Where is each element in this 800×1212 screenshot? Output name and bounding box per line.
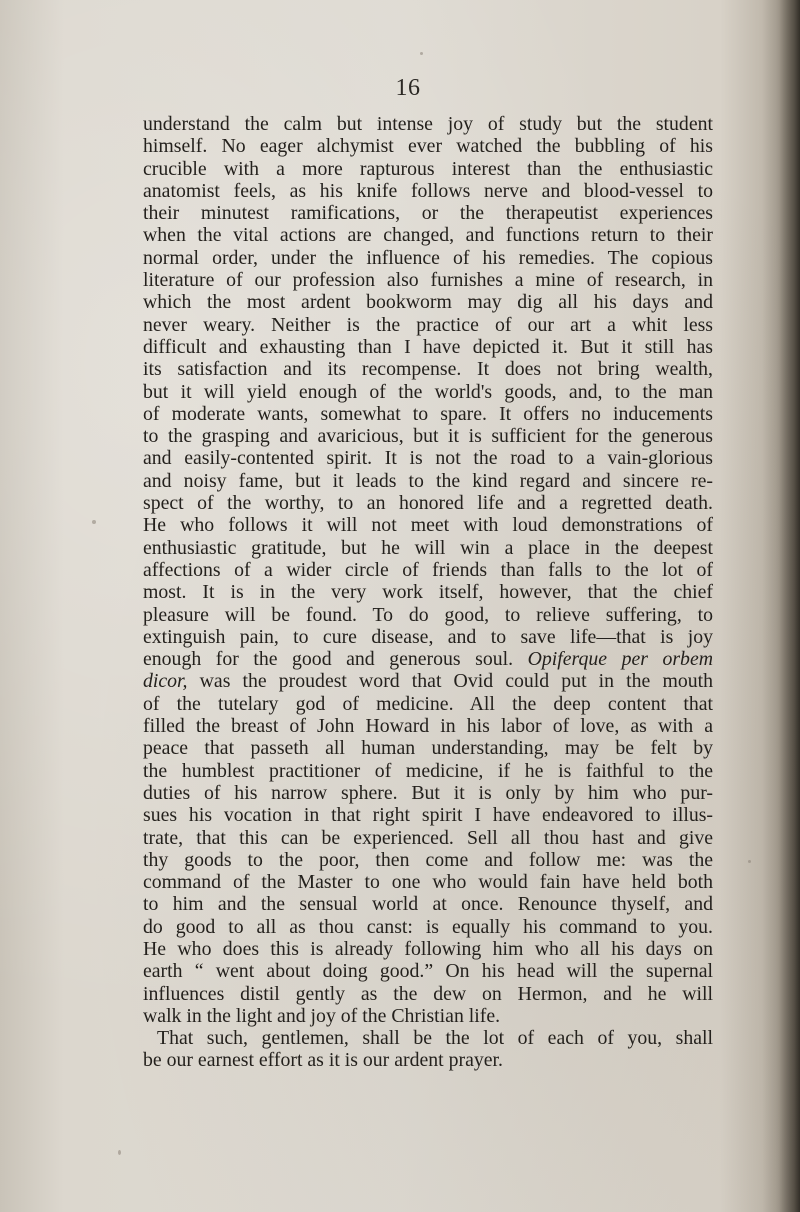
text-line: peace that passeth all human understanding, may be felt by (143, 737, 713, 760)
text-line: He who does this is already following him who all his days on (143, 937, 713, 960)
paper-speck (118, 1150, 121, 1155)
text-line: influences distil gently as the dew on Hermon, and he will (143, 982, 713, 1005)
text-line: the humblest practitioner of medicine, if he is faithful to the (143, 759, 713, 782)
text-line: himself. No eager alchymist ever watched the bubbling of his (143, 135, 713, 158)
latin-quote-end: dicor, (143, 670, 188, 693)
text-line: duties of his narrow sphere. But it is only by him who pur- (143, 781, 713, 804)
latin-quote: Opiferque per orbem (527, 648, 714, 671)
text-line: and easily-contented spirit. It is not the road to a vain-glorious (143, 447, 713, 470)
text-segment: was the proudest word that Ovid could put in the mouth (199, 670, 714, 693)
text-line: command of the Master to one who would fain have held both (143, 871, 713, 894)
text-line: pleasure will be found. To do good, to relieve suffering, to (143, 603, 713, 626)
text-line: and noisy fame, but it leads to the kind regard and sincere re- (143, 469, 713, 492)
text-line: difficult and exhausting than I have depicted it. But it still has (143, 335, 713, 358)
text-line: most. It is in the very work itself, however, that the chief (143, 581, 713, 604)
text-line: anatomist feels, as his knife follows nerve and blood-vessel to (143, 179, 713, 202)
text-line: of the tutelary god of medicine. All the deep content that (143, 692, 713, 715)
text-line: thy goods to the poor, then come and follow me: was the (143, 848, 713, 871)
text-line: be our earnest effort as it is our ardent prayer. (143, 1049, 503, 1072)
paper-speck (420, 52, 423, 55)
text-segment: enough for the good and generous soul. (143, 648, 514, 671)
text-line: its satisfaction and its recompense. It does not bring wealth, (143, 358, 713, 381)
paper-speck (92, 520, 96, 524)
text-line: do good to all as thou canst: is equally his command to you. (143, 915, 713, 938)
text-line: when the vital actions are changed, and functions return to their (143, 224, 713, 247)
text-line: which the most ardent bookworm may dig all his days and (143, 291, 713, 314)
body-text (143, 113, 713, 1072)
text-line: He who follows it will not meet with loud demonstrations of (143, 514, 713, 537)
text-line: extinguish pain, to cure disease, and to save life—that is joy (143, 625, 713, 648)
text-line: crucible with a more rapturous interest than the enthusiastic (143, 157, 713, 180)
text-line: spect of the worthy, to an honored life and a regretted death. (143, 492, 713, 515)
text-line: but it will yield enough of the world's goods, and, to the man (143, 380, 713, 403)
text-line: never weary. Neither is the practice of our art a whit less (143, 313, 713, 336)
text-line: enthusiastic gratitude, but he will win a place in the deepest (143, 536, 713, 559)
text-line: walk in the light and joy of the Christian life. (143, 1004, 501, 1027)
text-line: to him and the sensual world at once. Renounce thyself, and (143, 893, 713, 916)
text-line: That such, gentlemen, shall be the lot of each of you, shall (157, 1027, 713, 1050)
page-edge-shadow (762, 0, 800, 1212)
paper-speck (748, 860, 751, 863)
text-line: to the grasping and avaricious, but it is sufficient for the generous (143, 425, 713, 448)
text-line: trate, that this can be experienced. Sell all thou hast and give (143, 826, 713, 849)
text-line: literature of our profession also furnishes a mine of research, in (143, 269, 713, 292)
text-line: sues his vocation in that right spirit I have endeavored to illus- (143, 804, 713, 827)
text-line-with-latin (143, 648, 713, 670)
text-line: of moderate wants, somewhat to spare. It offers no inducements (143, 402, 713, 425)
text-line-with-latin (143, 670, 713, 692)
text-line: understand the calm but intense joy of study but the student (143, 113, 713, 135)
text-line: filled the breast of John Howard in his labor of love, as with a (143, 715, 713, 738)
page-number: 16 (395, 75, 421, 101)
text-line: their minutest ramifications, or the therapeutist experiences (143, 202, 713, 225)
text-line: normal order, under the influence of his remedies. The copious (143, 246, 713, 269)
text-line: affections of a wider circle of friends than falls to the lot of (143, 558, 713, 581)
text-line: earth “ went about doing good.” On his head will the supernal (143, 960, 713, 983)
